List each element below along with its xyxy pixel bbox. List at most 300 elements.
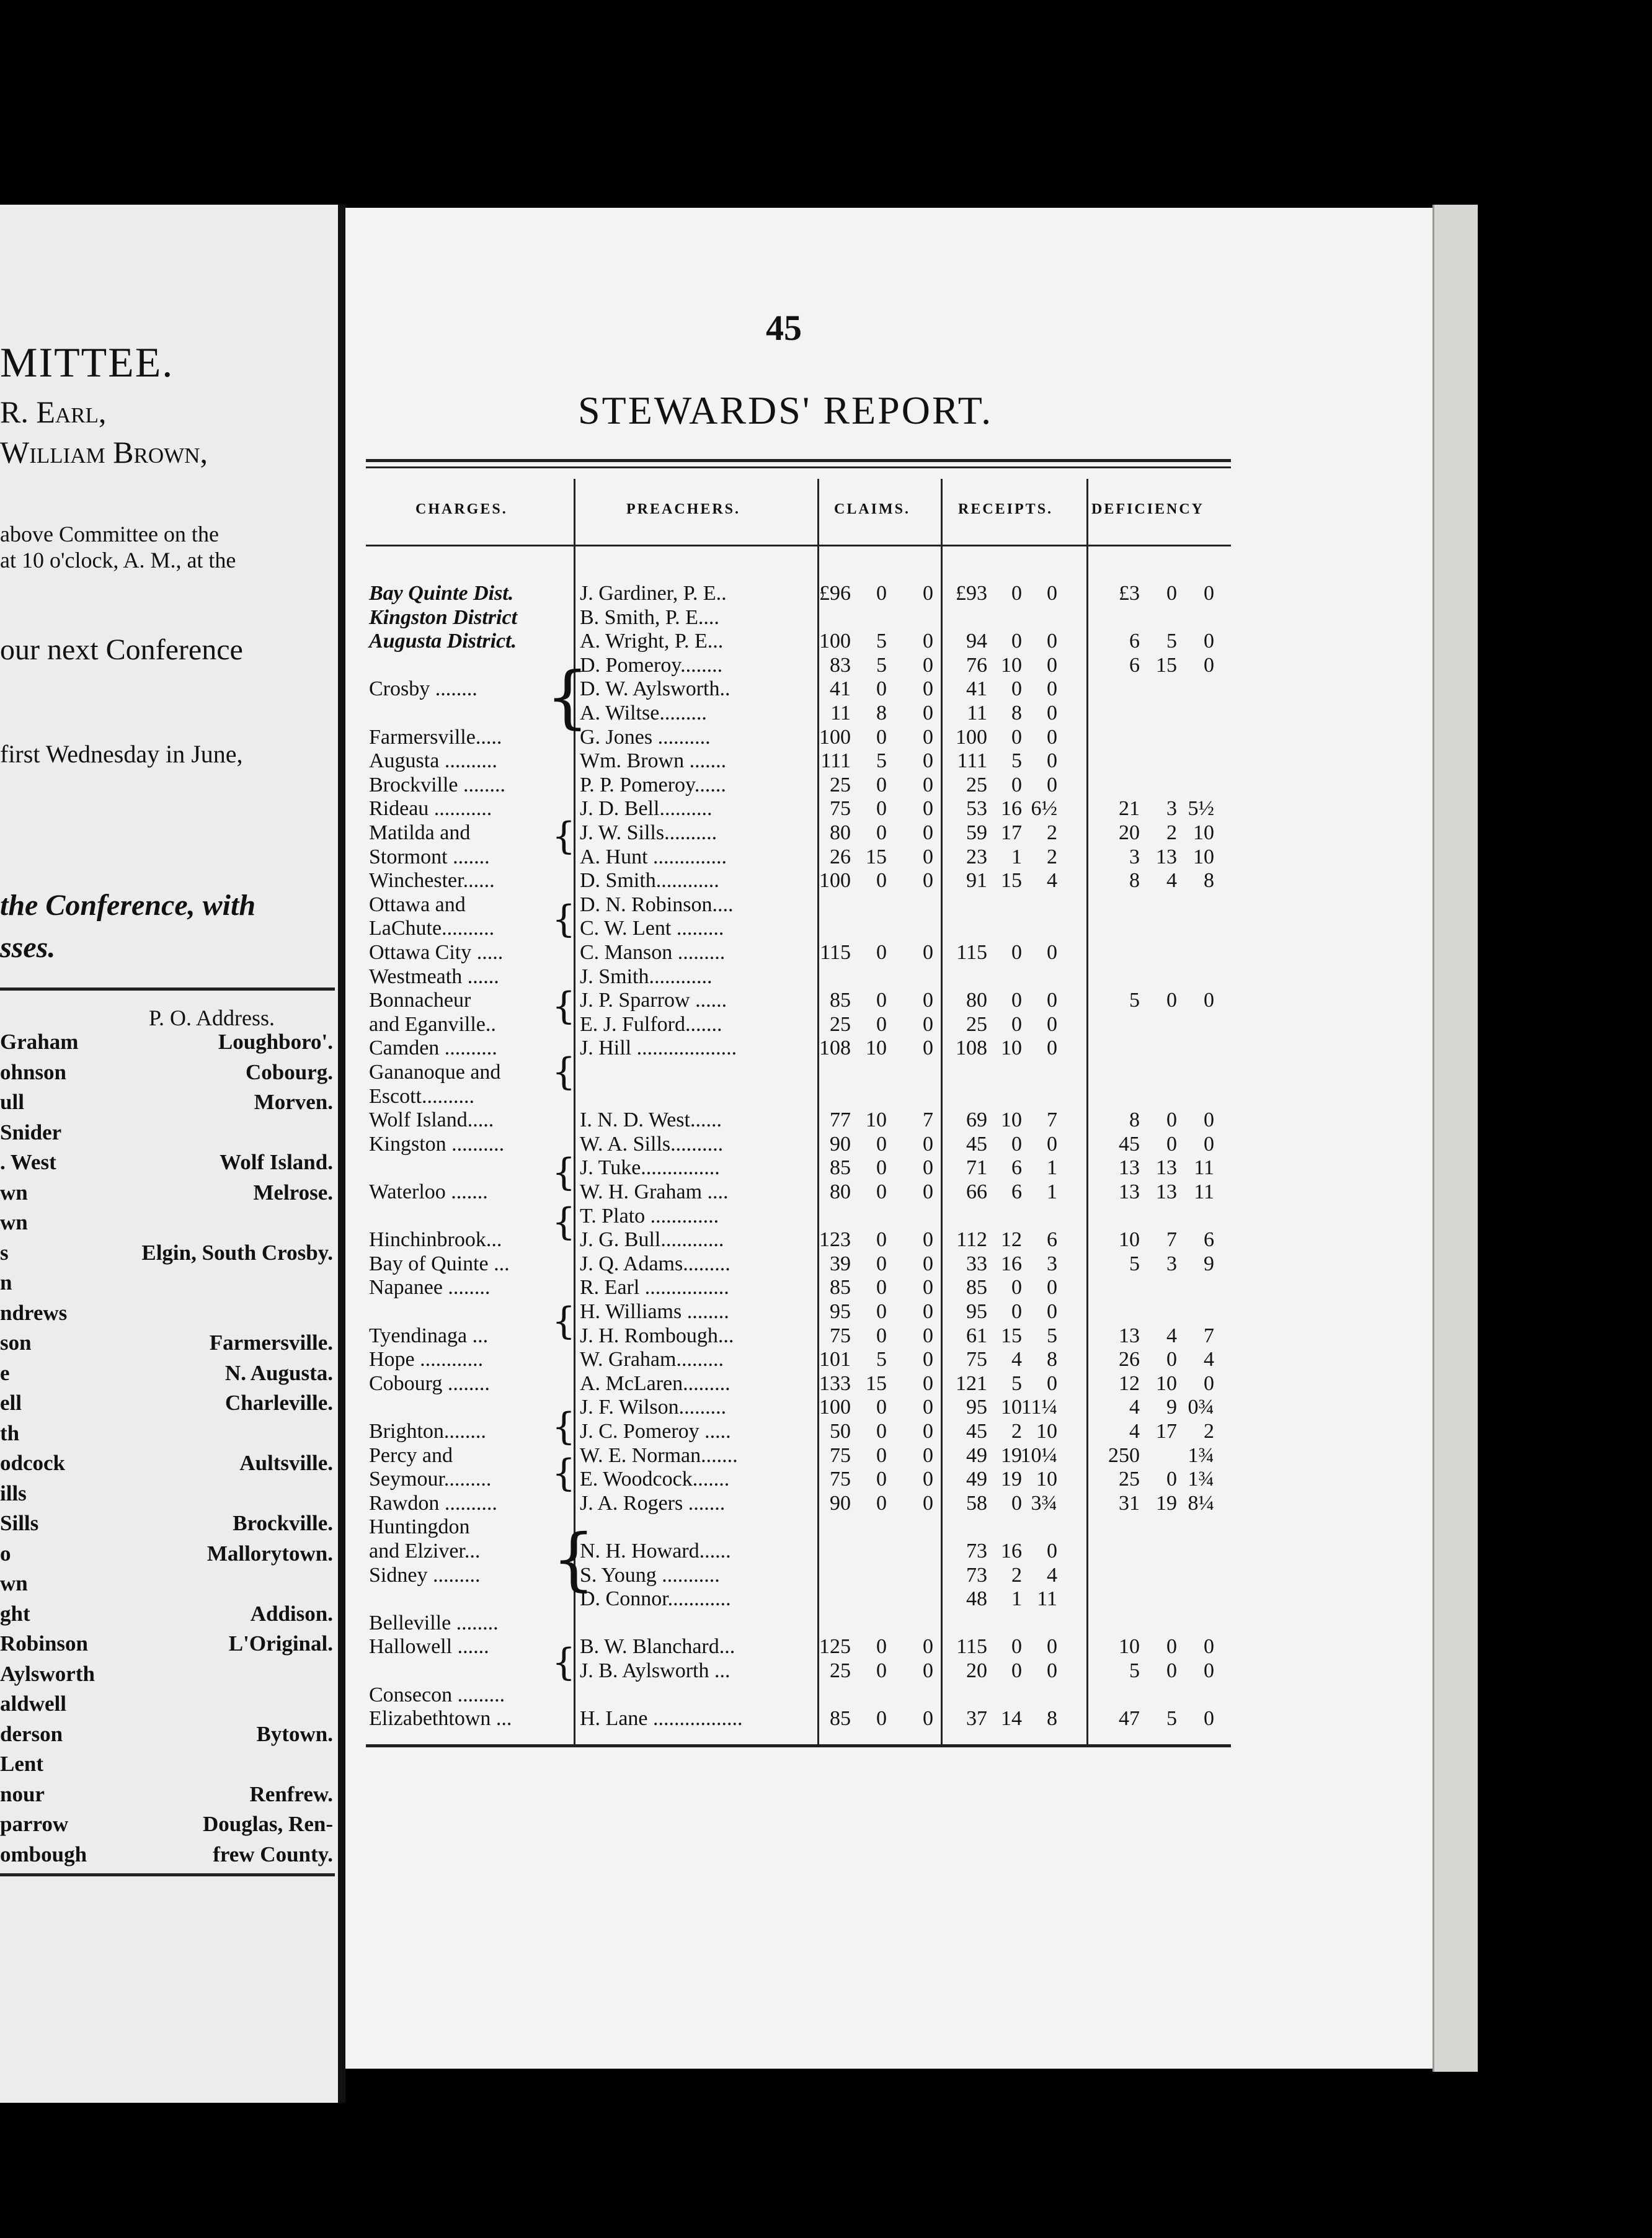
receipts-cell: 115 — [956, 941, 987, 964]
receipts-cell: 5 — [1011, 749, 1022, 773]
address-name: nour — [0, 1781, 45, 1806]
charge-cell: Augusta District. — [369, 630, 517, 653]
table-bottom-rule — [366, 1744, 1231, 1747]
header-bottom-rule — [366, 545, 1231, 546]
address-place: N. Augusta. — [224, 1360, 333, 1385]
charge-cell: Westmeath ...... — [369, 965, 499, 988]
address-place: Loughboro'. — [218, 1030, 333, 1054]
address-place: Wolf Island. — [220, 1150, 333, 1174]
receipts-cell: 100 — [956, 725, 987, 749]
receipts-cell: 5 — [1047, 1324, 1057, 1347]
receipts-cell: 53 — [966, 797, 987, 821]
preacher-cell: W. E. Norman....... — [580, 1443, 738, 1467]
charge-cell: Wolf Island..... — [369, 1108, 494, 1132]
address-name: Lent — [0, 1752, 43, 1776]
deficiency-cell: 7 — [1204, 1324, 1214, 1347]
receipts-cell: 2 — [1011, 1563, 1022, 1587]
receipts-cell: 69 — [966, 1108, 987, 1132]
claims-cell: 0 — [876, 773, 887, 796]
address-place: Brockville. — [233, 1511, 333, 1535]
charge-cell: Ottawa City ..... — [369, 941, 504, 964]
claims-cell: 0 — [876, 1132, 887, 1156]
receipts-cell: 0 — [1047, 1659, 1057, 1682]
deficiency-cell: 0 — [1166, 989, 1177, 1012]
charge-cell: Stormont ....... — [369, 845, 490, 868]
left-list-header: P. O. Address. — [149, 1005, 275, 1030]
charge-cell: Farmersville..... — [369, 725, 502, 749]
deficiency-cell: 19 — [1156, 1491, 1177, 1515]
address-name: th — [0, 1420, 20, 1445]
receipts-cell: 0 — [1047, 1300, 1057, 1323]
preacher-cell: D. N. Robinson.... — [580, 893, 734, 916]
receipts-cell: 0 — [1047, 749, 1057, 773]
receipts-cell: 111 — [957, 749, 987, 773]
brace-huntingdon: { — [552, 1519, 595, 1598]
preacher-cell: B. Smith, P. E.... — [580, 605, 719, 629]
receipts-cell: 37 — [966, 1707, 987, 1731]
brace-bonnacheur: { — [552, 984, 576, 1028]
preacher-cell: A. Wiltse......... — [580, 702, 707, 724]
receipts-cell: 1 — [1011, 1587, 1022, 1611]
claims-cell: 0 — [923, 1420, 933, 1443]
left-name-1: R. Earl, — [0, 395, 107, 429]
deficiency-cell: 4 — [1166, 1324, 1177, 1347]
preacher-cell: J. P. Sparrow ...... — [580, 989, 727, 1012]
report-title: STEWARDS' REPORT. — [578, 388, 993, 432]
deficiency-cell: 3 — [1166, 1252, 1177, 1275]
charge-cell: Napanee ........ — [369, 1276, 491, 1300]
claims-cell: 5 — [876, 630, 887, 653]
deficiency-cell: 4 — [1129, 1420, 1140, 1443]
receipts-cell: 0 — [1047, 773, 1057, 796]
claims-cell: 0 — [876, 1396, 887, 1419]
preacher-cell: W. H. Graham .... — [580, 1180, 729, 1203]
receipts-cell: 11 — [967, 702, 987, 724]
receipts-cell: 66 — [966, 1180, 987, 1203]
brace-hallowell: { — [552, 1641, 576, 1684]
address-place: Farmersville. — [209, 1331, 333, 1355]
receipts-cell: 2 — [1047, 821, 1057, 844]
receipts-cell: 48 — [966, 1587, 987, 1611]
deficiency-cell: 10 — [1156, 1371, 1177, 1395]
charge-cell: and Eganville.. — [369, 1012, 496, 1036]
preacher-cell: J. Smith............ — [580, 965, 713, 988]
deficiency-cell: 0 — [1166, 1132, 1177, 1156]
charge-cell: Brighton........ — [369, 1420, 486, 1443]
address-place: Charleville. — [225, 1391, 333, 1415]
address-name: ombough — [0, 1842, 87, 1866]
receipts-cell: 0 — [1047, 1540, 1057, 1563]
preacher-cell: D. W. Aylsworth.. — [580, 677, 731, 701]
deficiency-cell: 47 — [1119, 1707, 1140, 1731]
brace-matilda: { — [552, 814, 576, 858]
charge-cell: Tyendinaga ... — [369, 1324, 489, 1347]
preacher-cell: E. J. Fulford....... — [580, 1012, 722, 1036]
receipts-cell: 45 — [966, 1132, 987, 1156]
header-claims: CLAIMS. — [834, 501, 911, 517]
address-name: wn — [0, 1210, 28, 1234]
claims-cell: 125 — [819, 1635, 851, 1659]
receipts-cell: 16 — [1001, 797, 1022, 821]
receipts-cell: 0 — [1047, 725, 1057, 749]
receipts-cell: 0 — [1047, 1012, 1057, 1036]
claims-cell: 0 — [923, 1156, 933, 1180]
deficiency-cell: 13 — [1156, 1180, 1177, 1203]
charge-cell: Hinchinbrook... — [369, 1228, 502, 1252]
receipts-cell: 1 — [1011, 845, 1022, 868]
charge-cell: Brockville ........ — [369, 773, 506, 796]
claims-cell: 50 — [830, 1420, 851, 1443]
address-place: Mallorytown. — [206, 1541, 333, 1566]
deficiency-cell: 4 — [1166, 869, 1177, 893]
header-charges: CHARGES. — [415, 501, 508, 517]
deficiency-cell: 0 — [1166, 1468, 1177, 1491]
claims-cell: 15 — [866, 845, 887, 868]
deficiency-cell: 15 — [1156, 653, 1177, 677]
receipts-cell: 95 — [966, 1300, 987, 1323]
claims-cell: 0 — [923, 630, 933, 653]
address-place: Morven. — [254, 1090, 333, 1114]
claims-cell: 0 — [876, 1443, 887, 1467]
address-name: Aylsworth — [0, 1661, 95, 1686]
deficiency-cell: 2 — [1166, 821, 1177, 844]
receipts-cell: 94 — [966, 630, 987, 653]
charge-cell: Waterloo ....... — [369, 1180, 488, 1203]
preacher-cell: C. W. Lent ......... — [580, 917, 724, 940]
deficiency-cell: 13 — [1119, 1324, 1140, 1347]
address-place: Aultsville. — [239, 1451, 333, 1475]
claims-cell: 0 — [923, 1707, 933, 1731]
deficiency-cell: 5 — [1129, 1659, 1140, 1682]
receipts-cell: 25 — [966, 1012, 987, 1036]
claims-cell: 26 — [830, 845, 851, 868]
claims-cell: 0 — [923, 1371, 933, 1395]
receipts-cell: 61 — [966, 1324, 987, 1347]
left-wednesday-line: first Wednesday in June, — [0, 740, 243, 768]
claims-cell: 39 — [830, 1252, 851, 1275]
claims-cell: 41 — [830, 677, 851, 701]
header-receipts: RECEIPTS. — [958, 501, 1054, 517]
receipts-cell: 0 — [1011, 1635, 1022, 1659]
address-name: Snider — [0, 1120, 62, 1144]
claims-cell: 0 — [876, 1180, 887, 1203]
address-name: e — [0, 1360, 10, 1385]
deficiency-cell: 11 — [1194, 1156, 1214, 1180]
claims-cell: 0 — [876, 989, 887, 1012]
claims-cell: 0 — [876, 582, 887, 605]
receipts-cell: 17 — [1001, 821, 1022, 844]
brace-crosby: { — [546, 657, 589, 736]
deficiency-cell: 0 — [1166, 1635, 1177, 1659]
preacher-cell: C. Manson ......... — [580, 941, 726, 964]
receipts-cell: 0 — [1047, 677, 1057, 701]
deficiency-cell: 6 — [1129, 630, 1140, 653]
claims-cell: 133 — [819, 1371, 851, 1395]
claims-cell: 90 — [830, 1132, 851, 1156]
table-top-rule — [366, 459, 1231, 462]
claims-cell: 115 — [820, 941, 851, 964]
deficiency-cell: 0¾ — [1188, 1396, 1214, 1419]
claims-cell: 0 — [923, 869, 933, 893]
deficiency-cell: 9 — [1166, 1396, 1177, 1419]
charge-cell: Bay Quinte Dist. — [369, 582, 514, 605]
deficiency-cell: 4 — [1204, 1348, 1214, 1371]
receipts-cell: 0 — [1047, 630, 1057, 653]
charge-cell: Elizabethtown ... — [369, 1707, 512, 1731]
address-place: L'Original. — [228, 1631, 333, 1656]
claims-cell: 25 — [830, 1659, 851, 1682]
receipts-cell: 121 — [956, 1371, 987, 1395]
deficiency-cell: 0 — [1204, 630, 1214, 653]
charge-cell: Belleville ........ — [369, 1611, 499, 1634]
address-name: ull — [0, 1090, 24, 1114]
deficiency-cell: 0 — [1204, 1707, 1214, 1731]
claims-cell: 0 — [923, 1659, 933, 1682]
claims-cell: 0 — [923, 1635, 933, 1659]
receipts-cell: 80 — [966, 989, 987, 1012]
deficiency-cell: 11 — [1194, 1180, 1214, 1203]
claims-cell: 0 — [876, 1420, 887, 1443]
preacher-cell: W. A. Sills.......... — [580, 1132, 724, 1156]
claims-cell: 80 — [830, 821, 851, 844]
receipts-cell: 0 — [1047, 1037, 1057, 1060]
receipts-cell: 20 — [966, 1659, 987, 1682]
receipts-cell: 6½ — [1031, 797, 1057, 821]
left-conference-line: our next Conference — [0, 633, 243, 666]
header-preachers: PREACHERS. — [626, 501, 741, 517]
charge-cell: Bonnacheur — [369, 989, 471, 1012]
receipts-cell: 10 — [1036, 1468, 1057, 1491]
claims-cell: 100 — [819, 630, 851, 653]
address-name: parrow — [0, 1812, 69, 1836]
deficiency-cell: 0 — [1166, 582, 1177, 605]
claims-cell: 5 — [876, 1348, 887, 1371]
preacher-cell: E. Woodcock....... — [580, 1468, 730, 1491]
deficiency-cell: 21 — [1119, 797, 1140, 821]
claims-cell: 25 — [830, 1012, 851, 1036]
charge-cell: Sidney ......... — [369, 1563, 481, 1587]
claims-cell: 0 — [876, 677, 887, 701]
left-page — [0, 205, 338, 2103]
receipts-cell: 0 — [1011, 1276, 1022, 1300]
deficiency-cell: 13 — [1156, 845, 1177, 868]
receipts-cell: 19 — [1001, 1468, 1022, 1491]
claims-cell: 0 — [923, 773, 933, 796]
page-gutter — [338, 205, 345, 2103]
receipts-cell: 0 — [1047, 702, 1057, 724]
preacher-cell: J. C. Pomeroy ..... — [580, 1420, 731, 1443]
address-place: Addison. — [250, 1601, 333, 1626]
receipts-cell: 23 — [966, 845, 987, 868]
deficiency-cell: 5½ — [1188, 797, 1214, 821]
receipts-cell: 12 — [1001, 1228, 1022, 1252]
claims-cell: 0 — [876, 1156, 887, 1180]
receipts-cell: 10 — [1001, 1108, 1022, 1132]
address-name: aldwell — [0, 1692, 66, 1716]
claims-cell: 95 — [830, 1300, 851, 1323]
receipts-cell: 76 — [966, 653, 987, 677]
receipts-cell: 8 — [1011, 702, 1022, 724]
charge-cell: Cobourg ........ — [369, 1371, 490, 1395]
receipts-cell: 0 — [1011, 773, 1022, 796]
brace-ottawa: { — [552, 898, 576, 941]
claims-cell: 0 — [923, 1396, 933, 1419]
address-place: Melrose. — [253, 1180, 333, 1205]
claims-cell: 15 — [866, 1371, 887, 1395]
receipts-cell: 16 — [1001, 1540, 1022, 1563]
deficiency-cell: 3 — [1129, 845, 1140, 868]
claims-cell: 0 — [923, 1324, 933, 1347]
preacher-cell: J. H. Rombough... — [580, 1324, 734, 1347]
receipts-cell: 59 — [966, 821, 987, 844]
preacher-cell: G. Jones .......... — [580, 725, 711, 749]
address-place: Elgin, South Crosby. — [141, 1240, 333, 1265]
deficiency-cell: 10 — [1119, 1228, 1140, 1252]
claims-cell: 10 — [866, 1108, 887, 1132]
receipts-cell: 6 — [1011, 1180, 1022, 1203]
preacher-cell: T. Plato ............. — [580, 1204, 719, 1228]
brace-gananoque: { — [552, 1050, 576, 1094]
claims-cell: 0 — [876, 725, 887, 749]
claims-cell: 0 — [876, 797, 887, 821]
preacher-cell: J. A. Rogers ....... — [580, 1491, 726, 1515]
preacher-cell: J. Q. Adams......... — [580, 1252, 731, 1275]
charge-cell: LaChute.......... — [369, 917, 495, 940]
deficiency-cell: 5 — [1129, 1252, 1140, 1275]
claims-cell: 101 — [819, 1348, 851, 1371]
claims-cell: 111 — [820, 749, 851, 773]
receipts-cell: 0 — [1011, 989, 1022, 1012]
claims-cell: 0 — [923, 845, 933, 868]
claims-cell: 0 — [876, 1276, 887, 1300]
claims-cell: 10 — [866, 1037, 887, 1060]
preacher-cell: D. Connor............ — [580, 1587, 731, 1611]
receipts-cell: 0 — [1047, 989, 1057, 1012]
receipts-cell: 0 — [1047, 941, 1057, 964]
charge-cell: Huntingdon — [369, 1515, 470, 1539]
receipts-cell: 19 — [1001, 1443, 1022, 1467]
receipts-cell: 0 — [1047, 1635, 1057, 1659]
deficiency-cell: 7 — [1166, 1228, 1177, 1252]
claims-cell: 5 — [876, 749, 887, 773]
charge-cell: Hallowell ...... — [369, 1635, 489, 1659]
page-number: 45 — [766, 308, 802, 348]
claims-cell: 0 — [876, 1228, 887, 1252]
address-name: Graham — [0, 1030, 79, 1054]
receipts-cell: 15 — [1001, 1324, 1022, 1347]
receipts-cell: 11 — [1037, 1587, 1057, 1611]
preacher-cell: J. W. Sills.......... — [580, 821, 717, 844]
claims-cell: 0 — [923, 1132, 933, 1156]
deficiency-cell: 9 — [1204, 1252, 1214, 1275]
deficiency-cell: 2 — [1204, 1420, 1214, 1443]
claims-cell: 75 — [830, 1443, 851, 1467]
address-name: wn — [0, 1571, 28, 1595]
claims-cell: 0 — [923, 1468, 933, 1491]
receipts-cell: 4 — [1047, 1563, 1057, 1587]
claims-cell: 0 — [923, 1443, 933, 1467]
preacher-cell: H. Williams ........ — [580, 1300, 729, 1323]
receipts-cell: 15 — [1001, 869, 1022, 893]
claims-cell: 85 — [830, 1276, 851, 1300]
claims-cell: 75 — [830, 1468, 851, 1491]
receipts-cell: 7 — [1047, 1108, 1057, 1132]
receipts-cell: 91 — [966, 869, 987, 893]
address-name: o — [0, 1541, 11, 1566]
receipts-cell: 1 — [1047, 1180, 1057, 1203]
left-italic-1: the Conference, with — [0, 889, 256, 922]
claims-cell: 0 — [923, 653, 933, 677]
deficiency-cell: 26 — [1119, 1348, 1140, 1371]
receipts-cell: 49 — [966, 1443, 987, 1467]
receipts-cell: 73 — [966, 1540, 987, 1563]
address-name: . West — [0, 1150, 56, 1174]
deficiency-cell: 0 — [1166, 1108, 1177, 1132]
preacher-cell: A. Wright, P. E... — [580, 630, 724, 653]
charge-cell: Winchester...... — [369, 869, 495, 893]
address-place: Bytown. — [256, 1721, 333, 1746]
claims-cell: 0 — [876, 1491, 887, 1515]
deficiency-cell: 1¾ — [1188, 1468, 1214, 1491]
claims-cell: 11 — [830, 702, 851, 724]
deficiency-cell: 4 — [1129, 1396, 1140, 1419]
deficiency-cell: 10 — [1119, 1635, 1140, 1659]
preacher-cell: Wm. Brown ....... — [580, 749, 727, 773]
receipts-cell: 1 — [1047, 1156, 1057, 1180]
claims-cell: 0 — [923, 1491, 933, 1515]
address-name: ohnson — [0, 1059, 67, 1084]
claims-cell: 77 — [830, 1108, 851, 1132]
deficiency-cell: 0 — [1204, 1108, 1214, 1132]
charge-cell: Crosby ........ — [369, 677, 477, 701]
receipts-cell: 5 — [1011, 1371, 1022, 1395]
deficiency-cell: 5 — [1166, 630, 1177, 653]
address-place: Douglas, Ren- — [202, 1812, 333, 1836]
charge-cell: Matilda and — [369, 821, 471, 844]
charge-cell: Escott.......... — [369, 1084, 474, 1108]
claims-cell: 0 — [923, 797, 933, 821]
deficiency-cell: 10 — [1193, 821, 1214, 844]
charge-cell: Hope ............ — [369, 1348, 484, 1371]
claims-cell: 0 — [923, 1037, 933, 1060]
claims-cell: 0 — [923, 989, 933, 1012]
receipts-cell: 0 — [1011, 1659, 1022, 1682]
left-notice-1: above Committee on the — [0, 522, 219, 546]
claims-cell: £96 — [819, 582, 851, 605]
preacher-cell: A. McLaren......... — [580, 1371, 731, 1395]
receipts-cell: 112 — [956, 1228, 987, 1252]
deficiency-cell: 0 — [1204, 653, 1214, 677]
claims-cell: 5 — [876, 653, 887, 677]
preacher-cell: J. B. Aylsworth ... — [580, 1659, 731, 1682]
receipts-cell: 71 — [966, 1156, 987, 1180]
header-deficiency: DEFICIENCY — [1091, 501, 1205, 517]
address-name: wn — [0, 1180, 28, 1205]
deficiency-cell: 0 — [1204, 1371, 1214, 1395]
deficiency-cell: 31 — [1119, 1491, 1140, 1515]
claims-cell: 0 — [923, 1012, 933, 1036]
left-rule — [0, 987, 335, 991]
receipts-cell: 8 — [1047, 1707, 1057, 1731]
claims-cell: 0 — [876, 1468, 887, 1491]
claims-cell: 0 — [923, 1252, 933, 1275]
address-place: Cobourg. — [246, 1059, 333, 1084]
address-name: son — [0, 1331, 32, 1355]
preacher-cell: B. W. Blanchard... — [580, 1635, 735, 1659]
receipts-cell: 0 — [1011, 1300, 1022, 1323]
address-name: ght — [0, 1601, 30, 1626]
receipts-cell: 25 — [966, 773, 987, 796]
